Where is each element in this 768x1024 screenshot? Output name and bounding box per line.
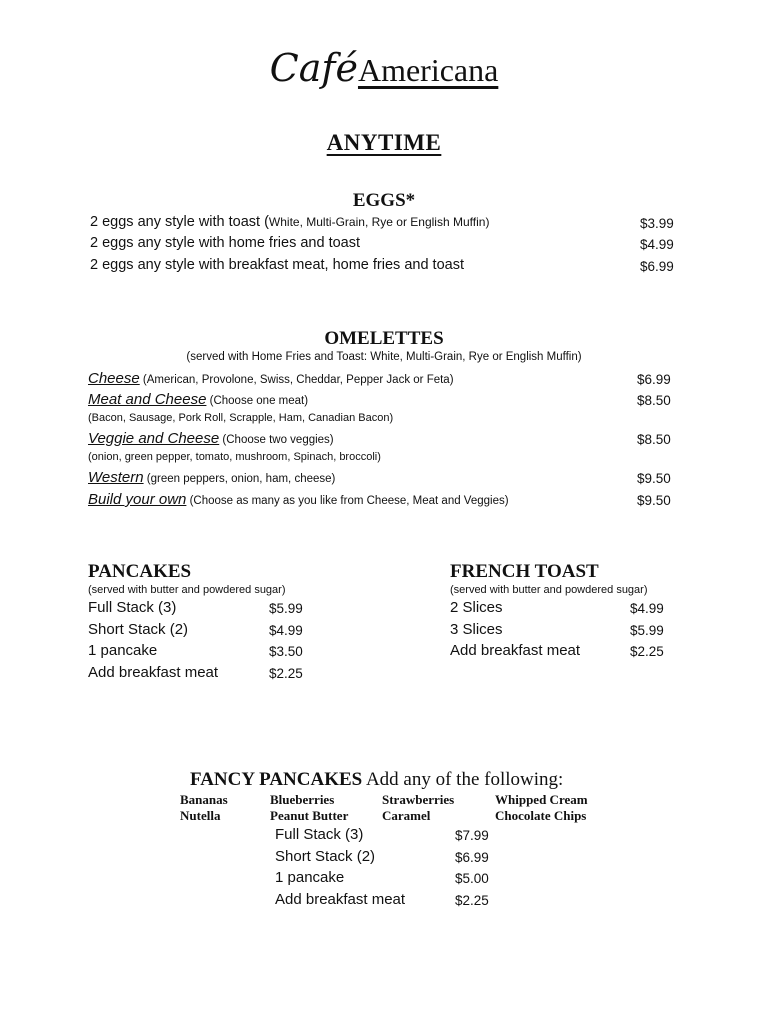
omelette-item bbox=[88, 430, 334, 448]
fancy-pancake-item-price: $6.99 bbox=[455, 850, 489, 865]
pancakes-heading: PANCAKES bbox=[88, 561, 192, 582]
french-toast-heading: FRENCH TOAST bbox=[450, 561, 599, 582]
eggs-item bbox=[90, 257, 464, 273]
anytime-heading: ANYTIME bbox=[326, 130, 442, 155]
pancake-item-price: $2.25 bbox=[269, 666, 303, 681]
brand-script: Café bbox=[269, 46, 358, 90]
pancake-item-name: 1 pancake bbox=[88, 642, 158, 659]
eggs-item-name: 2 eggs any style with home fries and toast bbox=[90, 235, 361, 251]
fancy-pancake-item-name: Full Stack (3) bbox=[275, 826, 364, 843]
fancy-pancakes-subtitle: Add any of the following: bbox=[365, 769, 564, 790]
topping: Caramel bbox=[382, 808, 431, 823]
topping: Chocolate Chips bbox=[495, 808, 587, 823]
fancy-pancake-item-price: $5.00 bbox=[455, 871, 489, 886]
omelette-price: $6.99 bbox=[637, 372, 671, 387]
pancake-item-price: $5.99 bbox=[269, 601, 303, 616]
eggs-item bbox=[90, 214, 489, 230]
eggs-item-price: $3.99 bbox=[640, 216, 674, 231]
french-toast-subtitle: (served with butter and powdered sugar) bbox=[450, 584, 648, 596]
omelette-detail: (Choose one meat) bbox=[206, 395, 309, 407]
omelette-item bbox=[88, 469, 335, 487]
fancy-pancake-item-name: 1 pancake bbox=[275, 869, 345, 886]
topping: Nutella bbox=[180, 808, 221, 823]
omelette-name: Western bbox=[88, 469, 144, 486]
eggs-item-note: White, Multi-Grain, Rye or English Muffin) bbox=[268, 215, 490, 229]
fancy-pancakes-title: FANCY PANCAKES bbox=[190, 769, 363, 790]
omelette-detail: (green peppers, onion, ham, cheese) bbox=[143, 473, 336, 485]
fancy-pancake-item-price: $2.25 bbox=[455, 893, 489, 908]
topping: Peanut Butter bbox=[270, 808, 349, 823]
eggs-item bbox=[90, 235, 360, 251]
french-toast-item-name: 2 Slices bbox=[450, 599, 503, 616]
omelette-name: Meat and Cheese bbox=[88, 391, 207, 408]
omelette-detail: (Choose as many as you like from Cheese, Meat and Veggies) bbox=[186, 495, 509, 507]
omelette-name: Cheese bbox=[88, 370, 140, 387]
eggs-item-price: $6.99 bbox=[640, 259, 674, 274]
omelette-price: $9.50 bbox=[637, 471, 671, 486]
omelette-detail: (American, Provolone, Swiss, Cheddar, Pepper Jack or Feta) bbox=[139, 374, 454, 386]
pancake-item-price: $3.50 bbox=[269, 644, 303, 659]
topping: Strawberries bbox=[382, 792, 455, 807]
pancake-item-name: Short Stack (2) bbox=[88, 621, 189, 638]
omelette-price: $9.50 bbox=[637, 493, 671, 508]
pancakes-subtitle: (served with butter and powdered sugar) bbox=[88, 584, 286, 596]
omelette-detail: (Choose two veggies) bbox=[219, 434, 334, 446]
omelette-options: (onion, green pepper, tomato, mushroom, Spinach, broccoli) bbox=[88, 451, 381, 463]
eggs-item-price: $4.99 bbox=[640, 237, 674, 252]
brand-name: Americana bbox=[357, 52, 499, 88]
omelette-options: (Bacon, Sausage, Pork Roll, Scrapple, Ham, Canadian Bacon) bbox=[88, 412, 394, 424]
topping: Blueberries bbox=[270, 792, 335, 807]
fancy-pancake-item-name: Short Stack (2) bbox=[275, 848, 376, 865]
fancy-pancakes-heading bbox=[190, 769, 563, 791]
fancy-pancake-item-price: $7.99 bbox=[455, 828, 489, 843]
eggs-heading: EGGS* bbox=[352, 190, 416, 211]
omelette-item bbox=[88, 491, 509, 509]
omelette-name: Veggie and Cheese bbox=[88, 430, 220, 447]
omelette-item bbox=[88, 370, 454, 388]
omelette-price: $8.50 bbox=[637, 393, 671, 408]
pancake-item-name: Add breakfast meat bbox=[88, 664, 219, 681]
fancy-pancake-item-name: Add breakfast meat bbox=[275, 891, 406, 908]
french-toast-item-price: $2.25 bbox=[630, 644, 664, 659]
eggs-item-name: 2 eggs any style with breakfast meat, home fries and toast bbox=[90, 257, 464, 273]
pancake-item-price: $4.99 bbox=[269, 623, 303, 638]
menu-title bbox=[0, 46, 768, 90]
omelette-item bbox=[88, 391, 308, 409]
omelettes-heading: OMELETTES bbox=[324, 328, 444, 349]
omelette-name: Build your own bbox=[88, 491, 187, 508]
french-toast-item-name: 3 Slices bbox=[450, 621, 503, 638]
omelette-price: $8.50 bbox=[637, 432, 671, 447]
french-toast-item-name: Add breakfast meat bbox=[450, 642, 581, 659]
topping: Bananas bbox=[180, 792, 228, 807]
topping: Whipped Cream bbox=[495, 792, 588, 807]
pancake-item-name: Full Stack (3) bbox=[88, 599, 177, 616]
french-toast-item-price: $5.99 bbox=[630, 623, 664, 638]
omelettes-subtitle: (served with Home Fries and Toast: White, Multi-Grain, Rye or English Muffin) bbox=[186, 351, 582, 363]
eggs-item-name: 2 eggs any style with toast ( bbox=[90, 214, 269, 230]
french-toast-item-price: $4.99 bbox=[630, 601, 664, 616]
